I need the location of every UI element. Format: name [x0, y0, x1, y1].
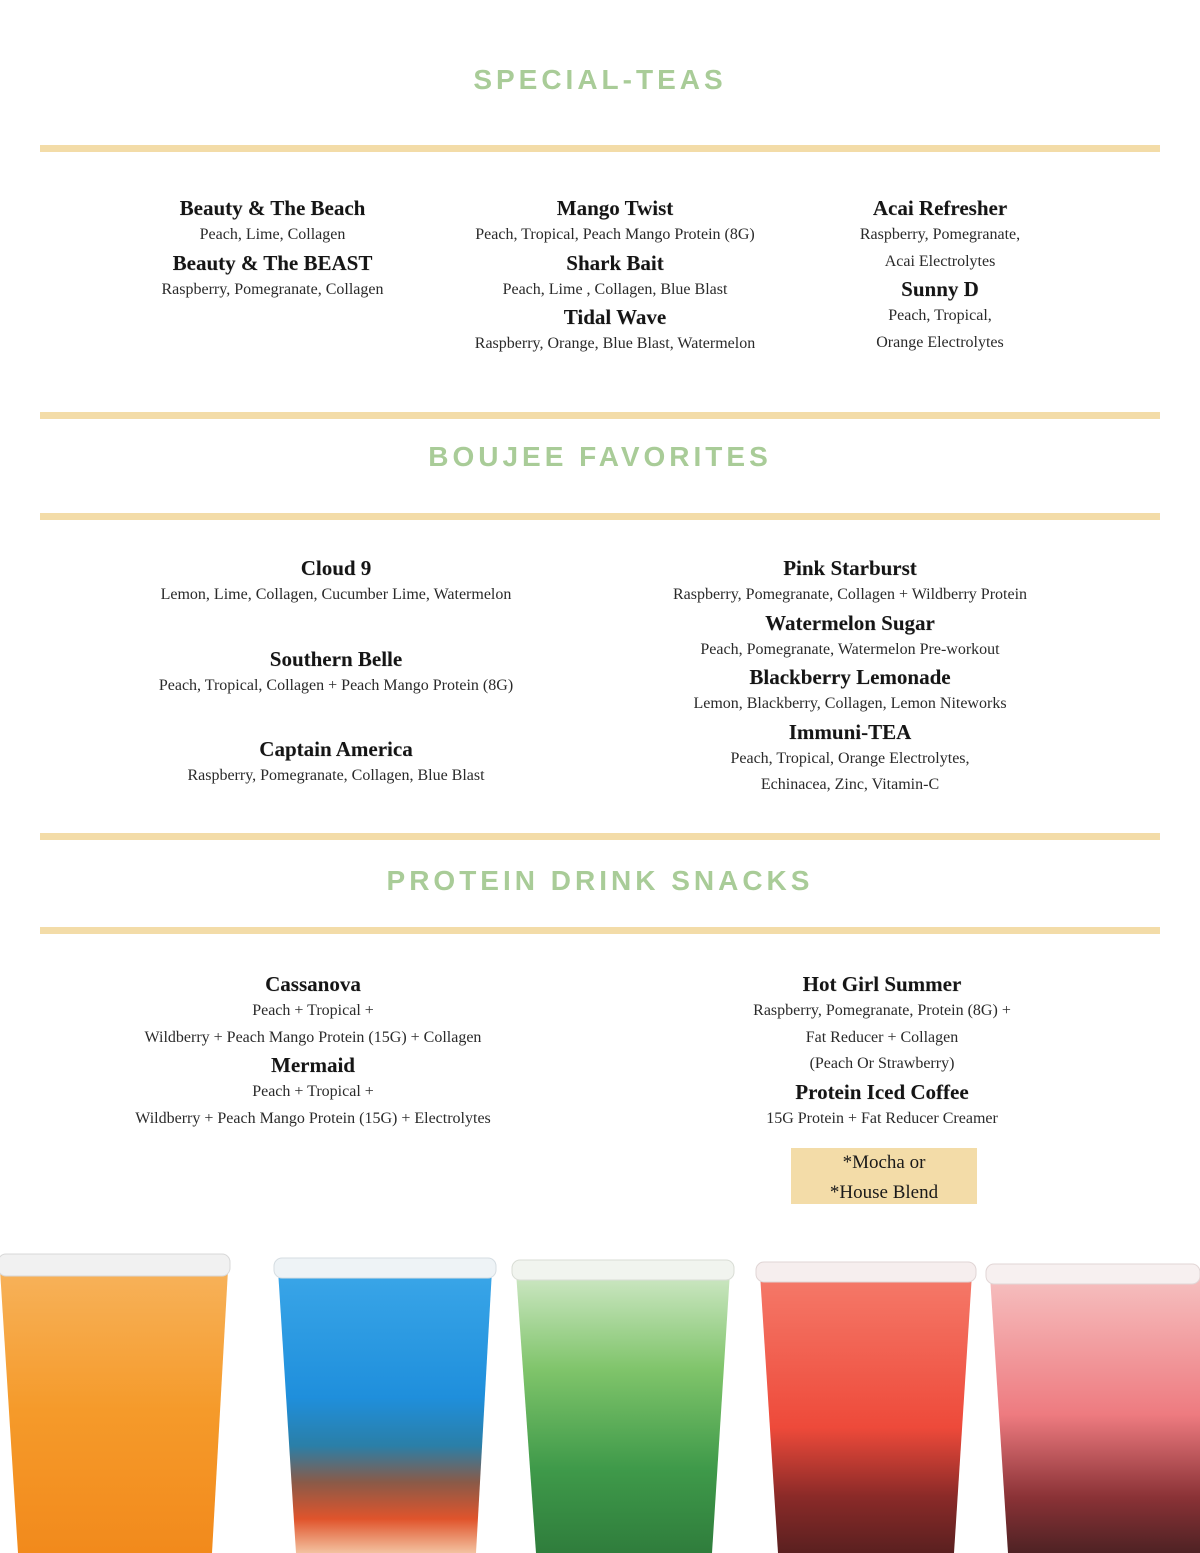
item-description: Peach, Lime, Collagen [199, 226, 346, 243]
item-description: Peach, Lime , Collagen, Blue Blast [502, 280, 728, 298]
item-description: Fat Reducer + Collagen [805, 1028, 959, 1046]
menu-item [100, 970, 526, 1051]
item-description: Lemon, Blackberry, Collagen, Lemon Niteworks [693, 695, 1007, 712]
section-title-special-teas: SPECIAL-TEAS [473, 64, 727, 95]
item-name: Pink Starburst [783, 556, 917, 580]
item-name: Beauty & The Beach [179, 196, 366, 220]
item-name: Hot Girl Summer [802, 972, 962, 996]
menu-item [620, 718, 1080, 799]
item-name: Mango Twist [556, 196, 674, 220]
menu-item [620, 609, 1080, 664]
drinks-photo [0, 1240, 1200, 1553]
menu-item [430, 303, 800, 358]
coffee-option-mocha: *Mocha or [842, 1152, 926, 1173]
item-name: Beauty & The BEAST [172, 250, 373, 275]
item-name: Southern Belle [269, 646, 403, 671]
item-description: 15G Protein + Fat Reducer Creamer [766, 1109, 998, 1127]
item-description: Raspberry, Orange, Blue Blast, Watermelon [474, 335, 756, 352]
item-description: Echinacea, Zinc, Vitamin-C [760, 776, 940, 793]
menu-item [700, 970, 1064, 1078]
item-description: Lemon, Lime, Collagen, Cucumber Lime, Watermelon [160, 586, 512, 603]
special-teas-column-1 [100, 194, 445, 303]
item-name: Shark Bait [566, 250, 664, 275]
menu-item [100, 249, 445, 304]
item-name: Tidal Wave [563, 305, 667, 329]
menu-item [100, 735, 572, 790]
item-name: Mermaid [271, 1053, 355, 1077]
item-description: (Peach Or Strawberry) [809, 1055, 955, 1072]
protein-snacks-right-column [700, 970, 1064, 1132]
item-description: Raspberry, Pomegranate, Collagen, Blue Blast [187, 767, 485, 784]
divider-rule [40, 412, 1160, 419]
green-drink-cup [512, 1260, 734, 1553]
menu-item [100, 554, 572, 609]
special-teas-column-3 [800, 194, 1080, 356]
divider-rule [40, 927, 1160, 934]
menu-item [800, 194, 1080, 275]
blue-red-drink-cup [274, 1258, 496, 1553]
item-description: Raspberry, Pomegranate, Collagen + Wildberry Protein [672, 586, 1028, 603]
item-name: Blackberry Lemonade [749, 665, 951, 689]
item-description: Wildberry + Peach Mango Protein (15G) + Electrolytes [135, 1109, 491, 1127]
menu-item [620, 554, 1080, 609]
item-description: Raspberry, Pomegranate, Protein (8G) + [753, 1002, 1011, 1019]
menu-item [100, 645, 572, 700]
divider-rule [40, 145, 1160, 152]
item-description: Peach, Tropical, [888, 307, 992, 324]
item-description: Orange Electrolytes [876, 333, 1004, 351]
item-name: Captain America [259, 737, 413, 761]
item-description: Wildberry + Peach Mango Protein (15G) + Collagen [144, 1028, 482, 1046]
menu-item [430, 249, 800, 304]
item-name: Cassanova [265, 972, 361, 996]
item-name: Sunny D [901, 277, 979, 301]
boujee-favorites-right-column [620, 554, 1080, 799]
protein-snacks-left-column [100, 970, 526, 1132]
item-description: Raspberry, Pomegranate, Collagen [161, 280, 384, 298]
coffee-option-house-blend: *House Blend [829, 1182, 939, 1203]
item-name: Watermelon Sugar [765, 610, 935, 635]
item-description: Peach, Tropical, Orange Electrolytes, [730, 749, 970, 767]
divider-rule [40, 513, 1160, 520]
item-description: Raspberry, Pomegranate, [859, 226, 1021, 243]
section-title-boujee-favorites: BOUJEE FAVORITES [428, 441, 772, 472]
item-description: Peach, Pomegranate, Watermelon Pre-workout [700, 640, 1000, 658]
pink-drink-cup [986, 1264, 1200, 1553]
item-description: Peach + Tropical + [252, 1083, 374, 1100]
divider-rule [40, 833, 1160, 840]
item-name: Immuni-TEA [788, 719, 912, 744]
special-teas-column-2 [430, 194, 800, 358]
menu-item [100, 194, 445, 249]
menu-item [620, 663, 1080, 718]
item-description: Peach, Tropical, Collagen + Peach Mango Protein (8G) [158, 676, 514, 694]
menu-item [800, 275, 1080, 356]
section-title-protein-drink-snacks: PROTEIN DRINK SNACKS [386, 865, 814, 896]
item-name: Acai Refresher [872, 196, 1008, 220]
red-drink-cup [756, 1262, 976, 1553]
orange-drink-cup [0, 1254, 230, 1553]
item-name: Cloud 9 [300, 556, 372, 580]
item-description: Acai Electrolytes [884, 252, 996, 270]
menu-item [700, 1078, 1064, 1133]
item-name: Protein Iced Coffee [795, 1079, 969, 1104]
item-description: Peach + Tropical + [252, 1002, 374, 1019]
item-description: Peach, Tropical, Peach Mango Protein (8G) [475, 226, 755, 243]
boujee-favorites-left-column [100, 554, 572, 790]
coffee-flavor-options [791, 1148, 977, 1204]
menu-item [430, 194, 800, 249]
menu-item [100, 1051, 526, 1132]
